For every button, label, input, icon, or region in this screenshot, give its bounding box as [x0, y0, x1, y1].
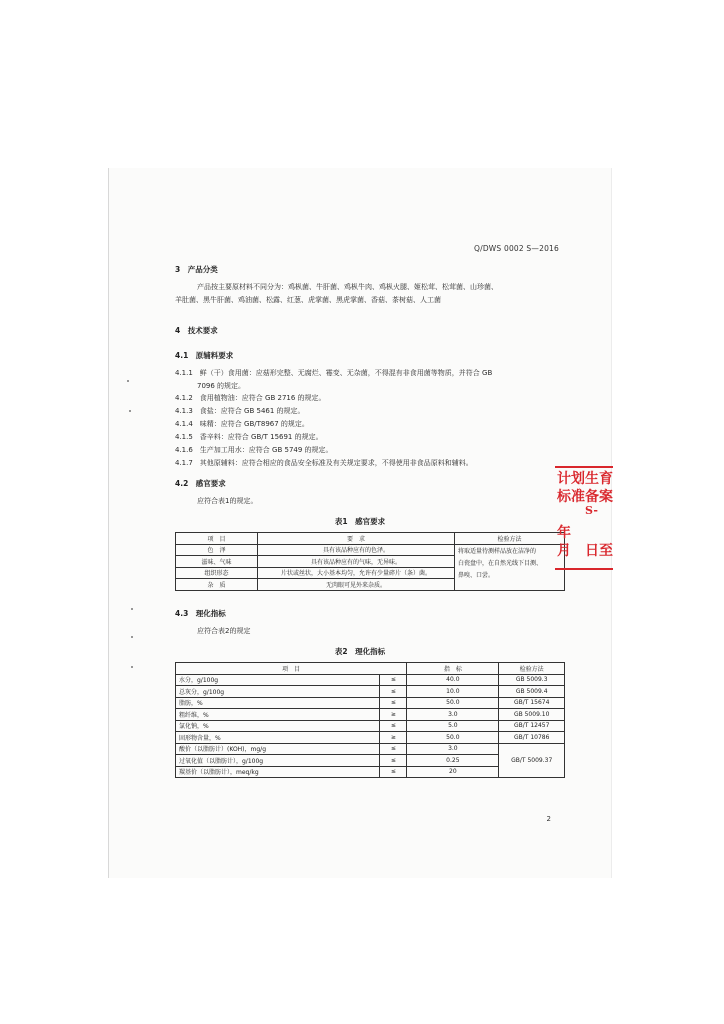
table-cell: 色 泽: [176, 544, 258, 556]
method-line: 将取适量待测样品放在洁净的: [458, 547, 537, 555]
table-row: [176, 743, 565, 755]
scan-speck: [127, 380, 129, 382]
table-row: [176, 709, 565, 721]
table-cell: GB/T 12457: [499, 720, 565, 732]
stamp-text: 年: [557, 525, 571, 541]
table1-caption: 表1 感官要求: [334, 517, 386, 526]
table-cell: 杂 质: [176, 579, 258, 591]
table-cell: ≤: [380, 755, 407, 767]
table-cell: 片状或丝状，大小基本均匀，允许有少量碎片（条）菌。: [258, 567, 455, 579]
page-number: 2: [546, 815, 551, 823]
table-cell: GB 5009.10: [499, 709, 565, 721]
table-cell: ≤: [380, 686, 407, 698]
table-cell: 50.0: [407, 732, 499, 744]
table-header: 要 求: [258, 533, 455, 545]
table-row: [176, 544, 565, 556]
table-header: 检验方法: [499, 663, 565, 675]
table-row: [176, 720, 565, 732]
scan-speck: [129, 410, 131, 412]
table-cell: 40.0: [407, 674, 499, 686]
table-header: 项 目: [176, 663, 407, 675]
red-registration-stamp: [555, 460, 613, 580]
table-cell: 粗纤维，%: [176, 709, 380, 721]
table-cell: ≥: [380, 709, 407, 721]
section-4-title: 4 技术要求: [175, 326, 218, 335]
clause-4-1-2: 4.1.2 食用植物油：应符合 GB 2716 的规定。: [175, 394, 326, 402]
table-header-row: [176, 533, 565, 545]
table-cell: 组织形态: [176, 567, 258, 579]
table-cell: ≥: [380, 732, 407, 744]
scan-speck: [131, 636, 133, 638]
table-row: [176, 697, 565, 709]
table-cell: ≤: [380, 766, 407, 778]
table-cell: 总灰分，g/100g: [176, 686, 380, 698]
table-header: 项 目: [176, 533, 258, 545]
scan-speck: [131, 666, 133, 668]
table-cell: 0.25: [407, 755, 499, 767]
table-cell: 水分，g/100g: [176, 674, 380, 686]
table-cell: 滋味、气味: [176, 556, 258, 568]
sensory-test-method: [455, 544, 565, 590]
section-3-title: 3 产品分类: [175, 265, 218, 274]
table-cell: ≤: [380, 720, 407, 732]
table-cell: ≤: [380, 674, 407, 686]
section-4-3-title: 4.3 理化指标: [175, 609, 226, 618]
clause-4-1-3: 4.1.3 食盐：应符合 GB 5461 的规定。: [175, 407, 305, 415]
physicochemical-table: [175, 662, 565, 778]
table-header: 检验方法: [455, 533, 565, 545]
clause-4-1-6: 4.1.6 生产加工用水：应符合 GB 5749 的规定。: [175, 446, 333, 454]
clause-4-1-5: 4.1.5 香辛料：应符合 GB/T 15691 的规定。: [175, 433, 323, 441]
table-row: [176, 674, 565, 686]
clause-4-1-7: 4.1.7 其他原辅料：应符合相应的食品安全标准及有关规定要求，不得使用非食品原料和辅料。: [175, 459, 473, 467]
stamp-text: S-: [585, 504, 598, 517]
table-cell: 氯化钠，%: [176, 720, 380, 732]
scan-speck: [131, 608, 133, 610]
section-4-3-text: 应符合表2的规定: [197, 627, 251, 635]
table2-caption: 表2 理化指标: [334, 647, 386, 656]
table-cell: 酸价（以脂肪计）(KOH)，mg/g: [176, 743, 380, 755]
table-cell: 脂肪，%: [176, 697, 380, 709]
table-cell: GB/T 10786: [499, 732, 565, 744]
table-cell: 20: [407, 766, 499, 778]
table-header: 指 标: [407, 663, 499, 675]
table-cell: GB 5009.3: [499, 674, 565, 686]
clause-4-1-1-line1: 4.1.1 鲜（干）食用菌：应菇形完整、无腐烂、霉变、无杂菌，不得混有非食用菌等物质，并符合 GB: [175, 369, 493, 377]
table-cell: 过氧化值（以脂肪计），g/100g: [176, 755, 380, 767]
section-4-2-title: 4.2 感官要求: [175, 479, 226, 488]
table-cell: GB 5009.4: [499, 686, 565, 698]
table-cell: ≤: [380, 743, 407, 755]
table-cell: 50.0: [407, 697, 499, 709]
table-cell: 10.0: [407, 686, 499, 698]
table-cell: GB/T 15674: [499, 697, 565, 709]
table-cell: 5.0: [407, 720, 499, 732]
table-cell: 具有该品种应有的色泽。: [258, 544, 455, 556]
table-header-row: [176, 663, 565, 675]
table-cell: ≤: [380, 697, 407, 709]
stamp-border-line: [555, 568, 613, 570]
stamp-text: 月 日至: [557, 543, 613, 559]
table-row: [176, 686, 565, 698]
table-cell: 无肉眼可见外来杂质。: [258, 579, 455, 591]
method-line: 鼻嗅、口尝。: [458, 571, 495, 579]
table-cell: 3.0: [407, 709, 499, 721]
section-3-text-line1: 产品按主要原材料不同分为：鸡枞菌、牛肝菌、鸡枞牛肉、鸡枞火腿、姬松茸、松茸菌、山珍菌、: [197, 283, 498, 291]
stamp-text: 标准备案: [557, 489, 613, 505]
table-cell: 羰基价（以脂肪计），meq/kg: [176, 766, 380, 778]
document-number: Q/DWS 0002 S—2016: [474, 244, 559, 253]
stamp-text: 计划生育: [557, 471, 613, 487]
clause-4-1-4: 4.1.4 味精：应符合 GB/T8967 的规定。: [175, 420, 309, 428]
table-cell: 固形物含量，%: [176, 732, 380, 744]
table-cell: 3.0: [407, 743, 499, 755]
section-4-1-title: 4.1 原辅料要求: [175, 351, 234, 360]
table-cell: 具有该品种应有的气味，无异味。: [258, 556, 455, 568]
merged-method-cell: GB/T 5009.37: [499, 743, 565, 778]
section-3-text-line2: 羊肚菌、黑牛肝菌、鸡油菌、松露、红葱、虎掌菌、黑虎掌菌、香菇、茶树菇、人工菌: [175, 296, 441, 304]
method-line: 白瓷盘中，在自然光线下目测、: [458, 559, 543, 567]
clause-4-1-1-line2: 7096 的规定。: [197, 382, 246, 390]
section-4-2-text: 应符合表1的规定。: [197, 497, 258, 505]
sensory-requirements-table: [175, 532, 565, 591]
table-row: [176, 732, 565, 744]
scanned-page: [108, 168, 612, 878]
